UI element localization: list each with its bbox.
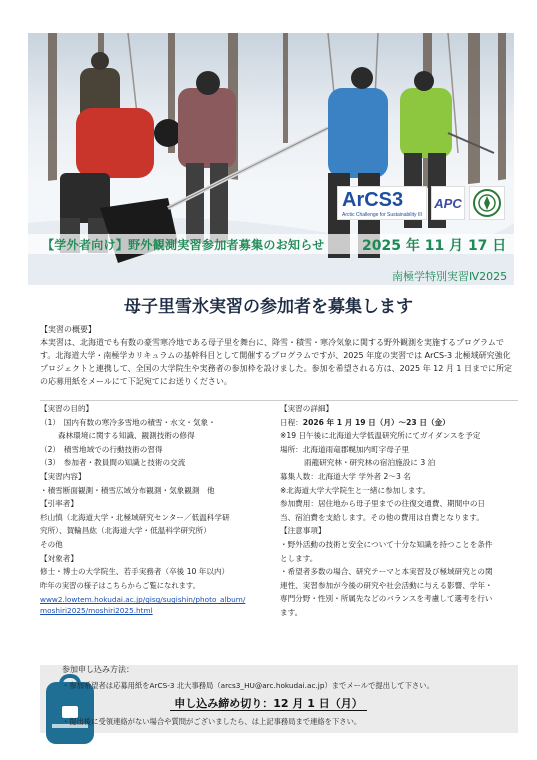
target-text: 修士・博士の大学院生、若手実務者（卒後 10 年以内） bbox=[40, 567, 230, 577]
backpack-icon bbox=[46, 682, 94, 744]
right-column bbox=[280, 402, 520, 620]
content-heading: 【実習内容】 bbox=[40, 471, 86, 481]
schedule-line bbox=[280, 416, 520, 430]
caution-2-line-4: ます。 bbox=[280, 607, 303, 617]
instructors-line-3: その他 bbox=[40, 539, 63, 549]
notice-date: 2025 年 11 月 17 日 bbox=[362, 238, 507, 254]
instructors-heading: 【引率者】 bbox=[40, 499, 78, 509]
deadline-banner bbox=[0, 695, 537, 711]
university-seal-logo bbox=[469, 186, 505, 220]
overview-body: 本実習は、北海道でも有数の豪雪寒冷地である母子里を舞台に、降雪・積雪・寒冷気象に関する野外観測を実施するプログラムです。北海道大学・南極学カリキュラムの基幹科目として開催するプログラムですが、2025 年度の実習では ArCS-3 北極域研究強化プロジェクトと連携して、全国の大学院生や実務者の参加枠を設けました。参加を希望される方は、2025 年 12 月 1 日までに所定の応募用紙をメールにて下記宛てにお送りください。 bbox=[40, 338, 513, 386]
content-text: ・積雪断面観測・積雪広域分布観測・気象観測 他 bbox=[40, 485, 215, 495]
application-instruction: ・参加希望者は応募用紙をArCS-3 北大事務局（arcs3_HU@arc.hokudai.ac.jp）までメールで提出して下さい。 bbox=[62, 681, 434, 690]
past-photos-note: 昨年の実習の様子はこちらからご覧になれます。 bbox=[40, 580, 200, 590]
divider bbox=[40, 400, 518, 401]
place-line-2: 雨龍研究林・研究林の宿泊施設に 3 泊 bbox=[304, 458, 436, 468]
detail-heading: 【実習の詳細】 bbox=[280, 404, 334, 413]
arcs3-logo: ArCS3 Arctic Challenge for Sustainability III bbox=[337, 186, 427, 220]
caution-1-line-1: ・野外活動の技術と安全について十分な知識を持つことを条件 bbox=[280, 539, 493, 549]
purpose-item-3: （3） 参加者・教員間の知識と技術の交流 bbox=[40, 458, 186, 468]
place-line-1: 場所：北海道雨竜郡幌加内町字母子里 bbox=[280, 444, 410, 454]
purpose-heading: 【実習の目的】 bbox=[40, 404, 94, 413]
caution-1-line-2: とします。 bbox=[280, 553, 318, 563]
instructors-line-2: 究所）、賀輪昌紘（北海道大学・低温科学研究所） bbox=[40, 526, 211, 536]
application-label: 参加申し込み方法： bbox=[62, 665, 134, 674]
overview-heading: 【実習の概要】 bbox=[40, 325, 96, 334]
capacity-text: 募集人数：北海道大学 学外者 2〜3 名 bbox=[280, 471, 411, 481]
guidance-note: ※19 日午後に北海道大学低温研究所にてガイダンスを予定 bbox=[280, 431, 481, 441]
purpose-item-1: （1） 国内有数の寒冷多雪地の積雪・水文・気象・ bbox=[40, 417, 216, 427]
caution-2-line-3: 専門分野・性別・所属先などのバランスを考慮して選考を行い bbox=[280, 594, 493, 604]
notice-heading: 【学外者向け】野外観測実習参加者募集のお知らせ bbox=[42, 238, 325, 252]
schedule-label: 日程： bbox=[280, 417, 303, 427]
partner-logos bbox=[337, 185, 505, 221]
purpose-item-2: （2） 積雪地域での行動技術の習得 bbox=[40, 444, 163, 454]
seal-icon bbox=[472, 188, 502, 218]
caution-2-line-2: 連性、実習参加が今後の研究や社会活動に与える影響、学年・ bbox=[280, 580, 493, 590]
deadline-text: 申し込み締め切り：12 月 1 日（月） bbox=[170, 697, 366, 711]
overview-section bbox=[40, 323, 518, 388]
schedule-value: 2026 年 1 月 19 日（月）〜23 日（金） bbox=[302, 417, 450, 427]
photo-album-link[interactable]: www2.lowtem.hokudai.ac.jp/gisg/sugishin/photo_album/ bbox=[40, 595, 246, 605]
instructors-line-1: 杉山慎（北海道大学・北極域研究センター／低温科学研 bbox=[40, 512, 230, 522]
purpose-item-1-cont: 森林環境に関する知識、観測技術の修得 bbox=[58, 431, 195, 441]
caution-2-line-1: ・希望者多数の場合、研究テーマと本実習及び極域研究との関 bbox=[280, 567, 493, 577]
course-name: 南極学特別実習Ⅳ2025 bbox=[392, 270, 508, 283]
apc-logo: APC bbox=[431, 186, 465, 220]
with-students-note: ※北海道大学大学院生と一緒に参加します。 bbox=[280, 485, 431, 495]
left-column bbox=[40, 402, 278, 616]
cost-line-1: 参加費用：居住地から母子里までの往復交通費、期間中の日 bbox=[280, 499, 486, 509]
contact-instruction: ・提出後に受領連絡がない場合や質問がございましたら、は上記事務局まで連絡を下さい。 bbox=[62, 717, 362, 726]
photo-album-link-cont[interactable]: moshiri2025/moshiri2025.html bbox=[40, 605, 153, 615]
cost-line-2: 当、宿泊費を支給します。その他の費用は自費となります。 bbox=[280, 512, 484, 522]
page-title: 母子里雪氷実習の参加者を募集します bbox=[124, 297, 413, 317]
caution-heading: 【注意事項】 bbox=[280, 526, 326, 536]
target-heading: 【対象者】 bbox=[40, 553, 78, 563]
